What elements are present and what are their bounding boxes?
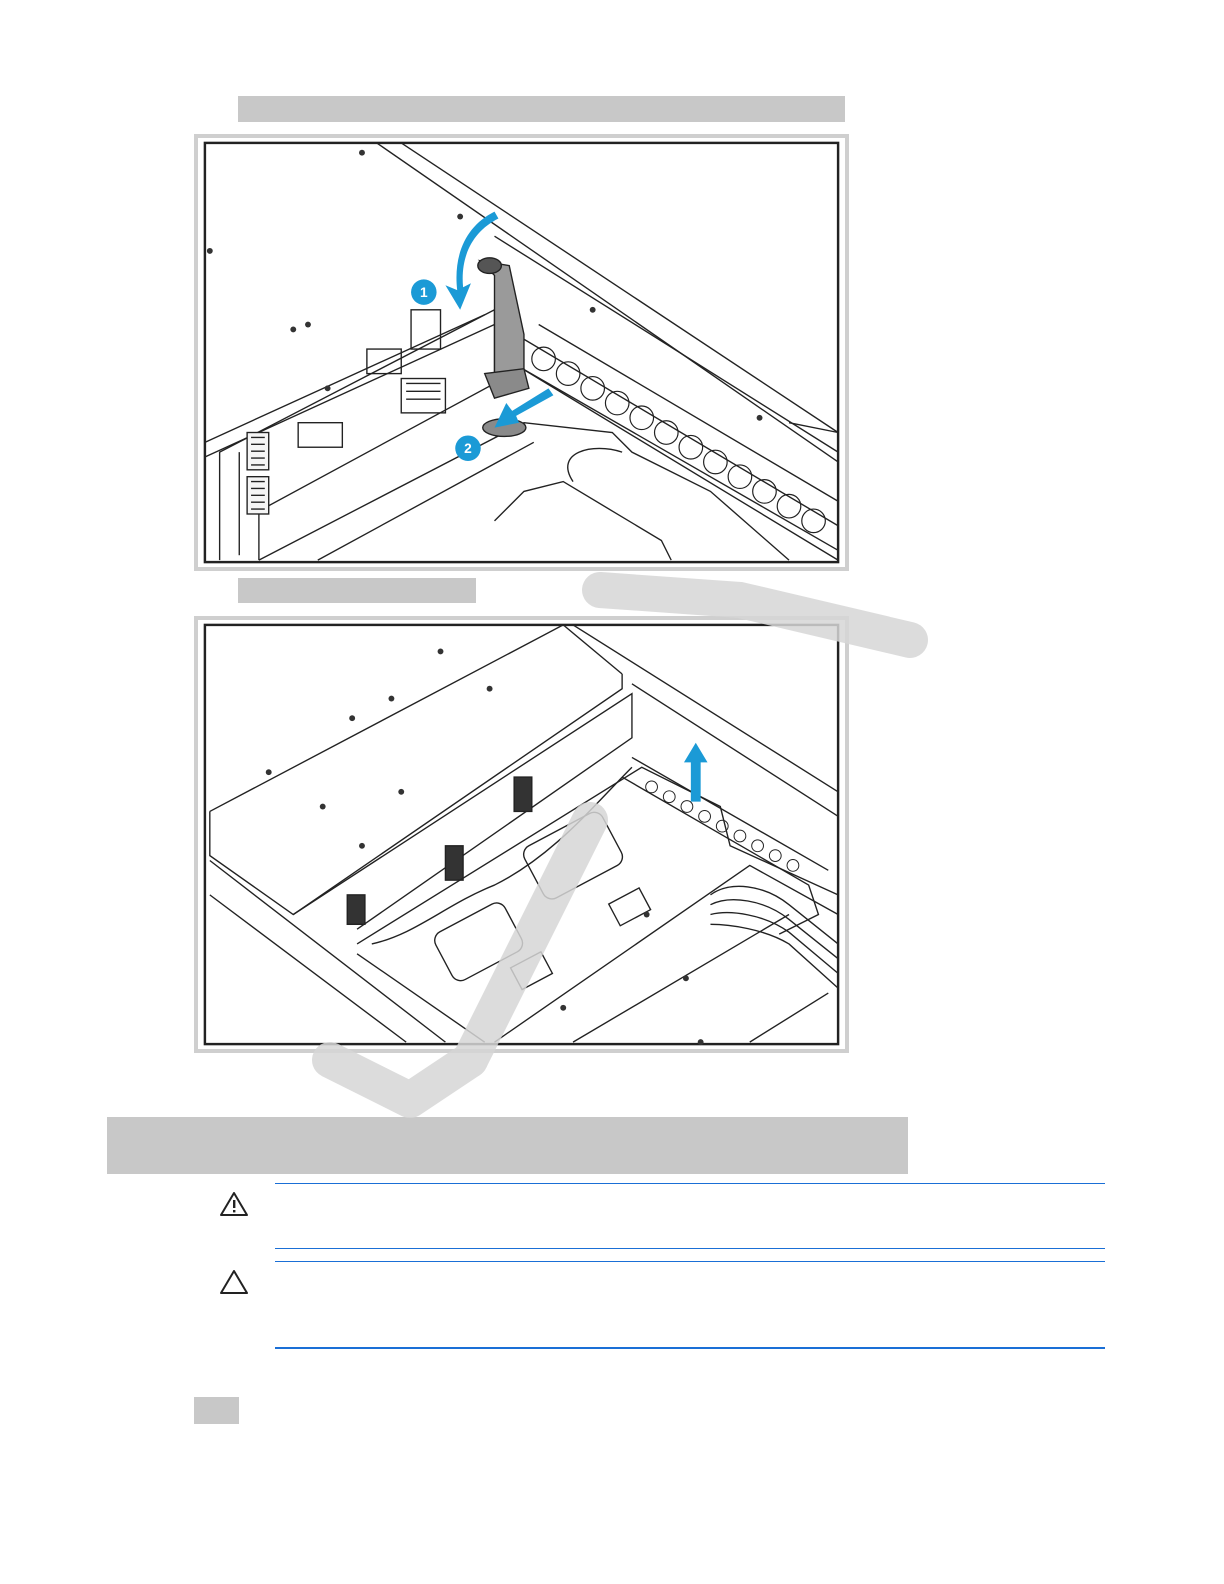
figure2-drawing [198,620,845,1049]
step-number-redacted [194,1397,239,1424]
figure1-drawing [198,138,845,567]
caution-triangle-icon [219,1268,249,1296]
caution-bottom-rule [275,1347,1105,1349]
section-heading-redacted [107,1117,908,1174]
figure2-caption-redacted [238,578,476,603]
caution-top-rule [275,1261,1105,1262]
figure1-illustration [194,134,849,571]
warning-bottom-rule [275,1248,1105,1249]
svg-text:2: 2 [464,441,472,457]
figure2-lift-arrow [684,743,708,802]
figure1-caption-redacted [238,96,845,122]
warning-triangle-icon [219,1190,249,1218]
svg-text:1: 1 [420,285,428,301]
figure1-callout-1 [411,279,437,305]
figure2-illustration [194,616,849,1053]
figure1-callout-2 [455,435,481,461]
warning-top-rule [275,1183,1105,1184]
